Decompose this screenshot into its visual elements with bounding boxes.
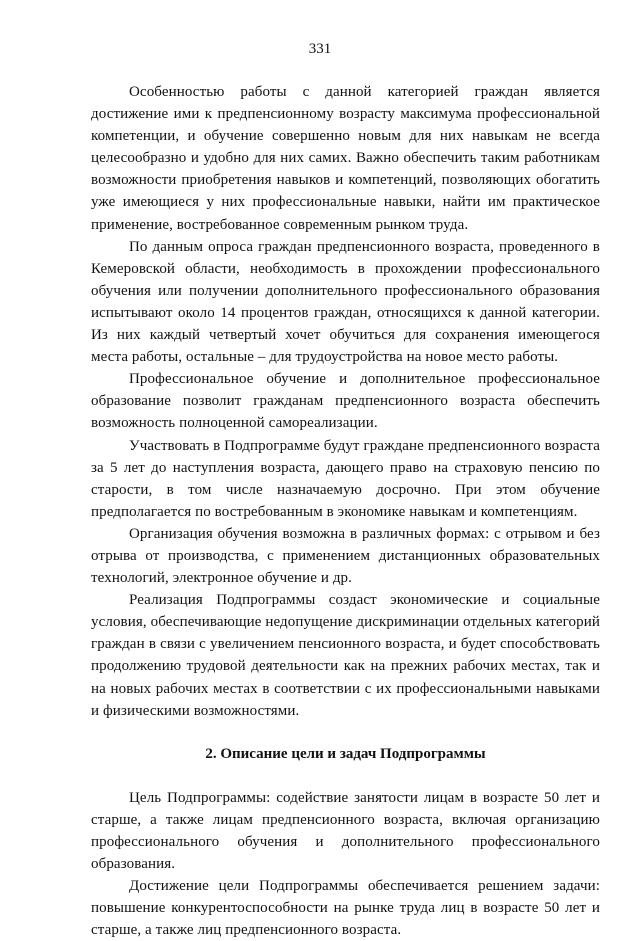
section-heading: 2. Описание цели и задач Подпрограммы <box>205 745 486 762</box>
paragraph: Достижение цели Подпрограммы обеспечивается решением задачи: повышение конкурентоспособности на рынке труда лиц в возрасте 50 лет и старше, а также лиц предпенсионного возраста. <box>91 878 600 939</box>
paragraph: Профессиональное обучение и дополнительное профессиональное образование позволит гражданам предпенсионного возраста обеспечить возможность полноценной самореализации. <box>91 371 600 432</box>
document-body <box>91 81 600 941</box>
paragraph: Особенностью работы с данной категорией граждан является достижение ими к предпенсионному возрасту максимума профессиональной компетенции, и обучение совершенно новым для них навыкам не всегда целесообразно и удобно для них самих. Важно обеспечить таким работникам возможности приобретения навыков и компетенций, позволяющих обогатить уже имеющиеся у них профессиональные навыки, найти им практическое применение, востребованное современным рынком труда. <box>91 84 600 233</box>
paragraph: По данным опроса граждан предпенсионного возраста, проведенного в Кемеровской области, необходимость в прохождении профессионального обучения или получении дополнительного профессионального образования испытывают около 14 процентов граждан, относящихся к данной категории. Из них каждый четвертый хочет обучиться для сохранения имеющегося места работы, остальные – для трудоустройства на новое место работы. <box>91 238 600 366</box>
paragraph: Реализация Подпрограммы создаст экономические и социальные условия, обеспечивающие недопущение дискриминации отдельных категорий граждан в связи с увеличением пенсионного возраста, и будет способствовать продолжению трудовой деятельности как на прежних рабочих местах, так и на новых рабочих местах в соответствии с их профессиональными навыками и физическими возможностями. <box>91 592 600 719</box>
page-number: 331 <box>308 41 332 57</box>
paragraph: Организация обучения возможна в различных формах: с отрывом и без отрыва от производства, с применением дистанционных образовательных технологий, электронное обучение и др. <box>91 525 600 587</box>
paragraph: Участвовать в Подпрограмме будут граждане предпенсионного возраста за 5 лет до наступления возраста, дающего право на страховую пенсию по старости, в том числе назначаемую досрочно. При этом обучение предполагается по востребованным в экономике навыкам и компетенциям. <box>91 437 600 520</box>
paragraph: Цель Подпрограммы: содействие занятости лицам в возрасте 50 лет и старше, а также лицам предпенсионного возраста, включая организацию профессионального обучения и дополнительного профессионального образования. <box>91 789 600 872</box>
